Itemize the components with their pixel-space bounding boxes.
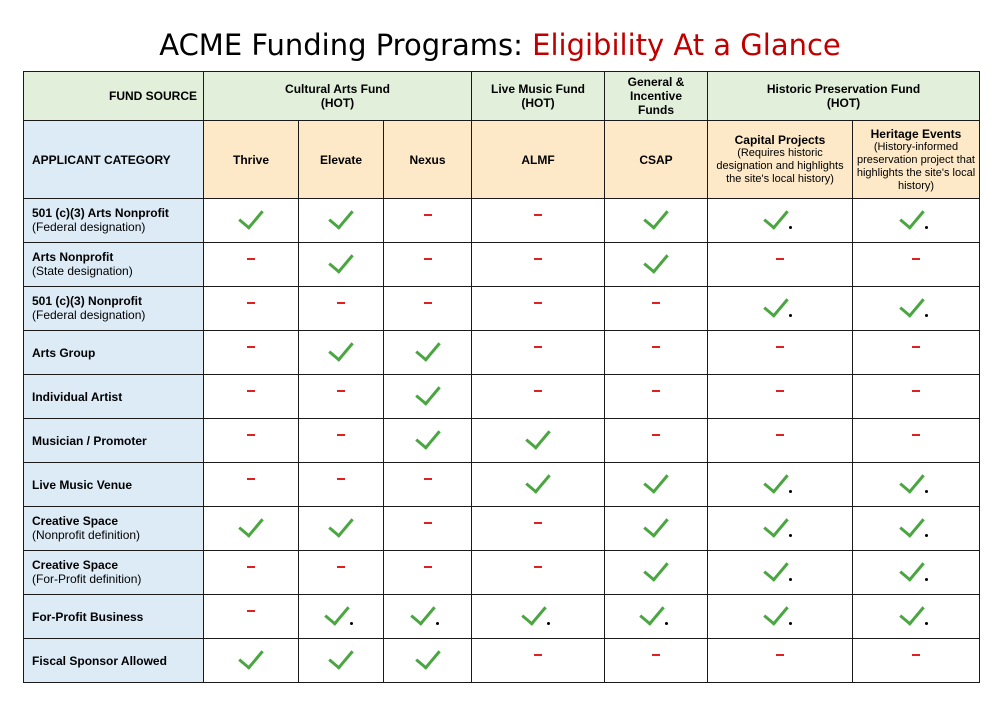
checkmark-icon (899, 467, 925, 494)
dash-icon (912, 258, 920, 260)
dash-icon (247, 610, 255, 612)
dash-icon (337, 434, 345, 436)
checkmark-icon (643, 511, 669, 538)
eligibility-cell-csap (605, 375, 708, 419)
eligibility-cell-capital-projects (708, 243, 853, 287)
dash-icon (776, 390, 784, 392)
footnote-dot-icon (925, 226, 928, 229)
eligibility-cell-heritage-events (853, 463, 980, 507)
eligibility-cell-heritage-events (853, 287, 980, 331)
eligibility-cell-heritage-events (853, 419, 980, 463)
fund-source-label: FUND SOURCE (24, 72, 204, 121)
eligibility-cell-thrive (204, 463, 299, 507)
checkmark-icon (410, 599, 436, 626)
dash-icon (534, 390, 542, 392)
eligibility-cell-thrive (204, 287, 299, 331)
dash-icon (776, 654, 784, 656)
table-row (24, 243, 980, 287)
dash-icon (534, 258, 542, 260)
eligibility-cell-elevate (299, 243, 384, 287)
applicant-category-cell (24, 243, 204, 287)
checkmark-icon (238, 643, 264, 670)
dash-icon (652, 302, 660, 304)
checkmark-icon (324, 599, 350, 626)
applicant-name: Arts Nonprofit (32, 250, 114, 264)
program-row (24, 121, 980, 199)
eligibility-cell-csap (605, 463, 708, 507)
eligibility-cell-thrive (204, 507, 299, 551)
applicant-qualifier: (Nonprofit definition) (32, 528, 141, 542)
checkmark-icon (639, 599, 665, 626)
dash-icon (534, 522, 542, 524)
dash-icon (337, 478, 345, 480)
dash-icon (652, 390, 660, 392)
eligibility-cell-heritage-events (853, 639, 980, 683)
program-thrive: Thrive (204, 121, 299, 199)
eligibility-cell-csap (605, 199, 708, 243)
eligibility-cell-capital-projects (708, 287, 853, 331)
dash-icon (424, 566, 432, 568)
eligibility-cell-thrive (204, 551, 299, 595)
dash-icon (912, 434, 920, 436)
eligibility-cell-almf (472, 551, 605, 595)
dash-icon (247, 390, 255, 392)
table-row (24, 331, 980, 375)
eligibility-cell-heritage-events (853, 331, 980, 375)
live-music-fund-tag: (HOT) (521, 96, 555, 110)
applicant-name: Live Music Venue (32, 477, 133, 492)
applicant-name: 501 (c)(3) Nonprofit (32, 294, 143, 308)
eligibility-cell-heritage-events (853, 375, 980, 419)
footnote-dot-icon (789, 226, 792, 229)
eligibility-cell-thrive (204, 375, 299, 419)
eligibility-cell-elevate (299, 375, 384, 419)
applicant-category-cell (24, 375, 204, 419)
eligibility-cell-elevate (299, 463, 384, 507)
checkmark-icon (525, 423, 551, 450)
program-csap: CSAP (605, 121, 708, 199)
eligibility-cell-csap (605, 551, 708, 595)
program-elevate: Elevate (299, 121, 384, 199)
dash-icon (534, 214, 542, 216)
eligibility-cell-csap (605, 419, 708, 463)
eligibility-cell-capital-projects (708, 507, 853, 551)
eligibility-cell-capital-projects (708, 375, 853, 419)
eligibility-cell-capital-projects (708, 199, 853, 243)
historic-preservation-title: Historic Preservation Fund (766, 82, 921, 96)
applicant-category-cell (24, 199, 204, 243)
general-incentive-line3: Funds (638, 103, 674, 117)
checkmark-icon (643, 203, 669, 230)
eligibility-cell-almf (472, 419, 605, 463)
dash-icon (247, 302, 255, 304)
dash-icon (337, 302, 345, 304)
applicant-name: Arts Group (32, 345, 96, 360)
eligibility-cell-thrive (204, 243, 299, 287)
dash-icon (424, 522, 432, 524)
eligibility-cell-elevate (299, 287, 384, 331)
table-row (24, 199, 980, 243)
eligibility-cell-almf (472, 595, 605, 639)
footnote-dot-icon (925, 534, 928, 537)
dash-icon (912, 654, 920, 656)
eligibility-cell-almf (472, 463, 605, 507)
dash-icon (424, 258, 432, 260)
checkmark-icon (238, 511, 264, 538)
checkmark-icon (763, 203, 789, 230)
eligibility-cell-nexus (384, 507, 472, 551)
eligibility-cell-nexus (384, 419, 472, 463)
eligibility-cell-thrive (204, 419, 299, 463)
heritage-events-note: (History-informed preservation project that highlights the site's local history) (856, 140, 976, 192)
checkmark-icon (328, 335, 354, 362)
eligibility-cell-nexus (384, 243, 472, 287)
footnote-dot-icon (350, 622, 353, 625)
applicant-name: Creative Space (32, 558, 119, 572)
eligibility-cell-nexus (384, 331, 472, 375)
eligibility-cell-elevate (299, 507, 384, 551)
cultural-arts-fund-title: Cultural Arts Fund (285, 82, 390, 96)
applicant-name: Individual Artist (32, 389, 123, 404)
eligibility-cell-thrive (204, 595, 299, 639)
applicant-category-cell (24, 419, 204, 463)
eligibility-cell-csap (605, 287, 708, 331)
eligibility-cell-almf (472, 331, 605, 375)
checkmark-icon (643, 247, 669, 274)
program-nexus: Nexus (384, 121, 472, 199)
checkmark-icon (415, 335, 441, 362)
dash-icon (534, 346, 542, 348)
table-row (24, 419, 980, 463)
checkmark-icon (763, 511, 789, 538)
dash-icon (424, 214, 432, 216)
eligibility-cell-heritage-events (853, 199, 980, 243)
capital-projects-note: (Requires historic designation and highlights the site's local history) (716, 147, 844, 185)
applicant-category-cell (24, 331, 204, 375)
checkmark-icon (763, 555, 789, 582)
checkmark-icon (899, 203, 925, 230)
applicant-qualifier: (Federal designation) (32, 308, 146, 322)
footnote-dot-icon (789, 578, 792, 581)
dash-icon (424, 302, 432, 304)
table-row (24, 551, 980, 595)
eligibility-cell-capital-projects (708, 419, 853, 463)
dash-icon (912, 390, 920, 392)
applicant-category-cell (24, 507, 204, 551)
eligibility-cell-csap (605, 243, 708, 287)
historic-preservation-tag: (HOT) (826, 96, 861, 110)
eligibility-cell-elevate (299, 595, 384, 639)
checkmark-icon (525, 467, 551, 494)
dash-icon (247, 346, 255, 348)
applicant-category-cell (24, 287, 204, 331)
applicant-name: Creative Space (32, 514, 119, 528)
footnote-dot-icon (925, 622, 928, 625)
eligibility-cell-thrive (204, 199, 299, 243)
eligibility-cell-elevate (299, 331, 384, 375)
applicant-name: Fiscal Sponsor Allowed (32, 653, 167, 668)
program-almf: ALMF (472, 121, 605, 199)
dash-icon (247, 478, 255, 480)
checkmark-icon (238, 203, 264, 230)
applicant-name: Musician / Promoter (32, 433, 147, 448)
checkmark-icon (763, 599, 789, 626)
eligibility-cell-nexus (384, 375, 472, 419)
dash-icon (337, 390, 345, 392)
eligibility-cell-almf (472, 375, 605, 419)
cultural-arts-fund-header (204, 72, 472, 121)
dash-icon (247, 566, 255, 568)
checkmark-icon (328, 643, 354, 670)
checkmark-icon (415, 423, 441, 450)
dash-icon (337, 566, 345, 568)
footnote-dot-icon (547, 622, 550, 625)
eligibility-cell-thrive (204, 639, 299, 683)
eligibility-cell-csap (605, 331, 708, 375)
dash-icon (652, 654, 660, 656)
table-row (24, 375, 980, 419)
cultural-arts-fund-tag: (HOT) (320, 96, 355, 110)
footnote-dot-icon (665, 622, 668, 625)
eligibility-cell-capital-projects (708, 551, 853, 595)
eligibility-cell-csap (605, 639, 708, 683)
eligibility-cell-nexus (384, 463, 472, 507)
eligibility-cell-heritage-events (853, 243, 980, 287)
dash-icon (776, 434, 784, 436)
program-capital-projects (708, 121, 853, 199)
heritage-events-title: Heritage Events (870, 126, 962, 141)
applicant-category-cell (24, 551, 204, 595)
eligibility-cell-capital-projects (708, 595, 853, 639)
footnote-dot-icon (789, 490, 792, 493)
eligibility-cell-nexus (384, 287, 472, 331)
checkmark-icon (763, 291, 789, 318)
eligibility-table (23, 71, 980, 683)
eligibility-cell-csap (605, 595, 708, 639)
dash-icon (534, 654, 542, 656)
eligibility-cell-nexus (384, 639, 472, 683)
eligibility-cell-heritage-events (853, 595, 980, 639)
capital-projects-title: Capital Projects (734, 133, 826, 147)
eligibility-cell-elevate (299, 639, 384, 683)
applicant-category-cell (24, 595, 204, 639)
eligibility-cell-almf (472, 287, 605, 331)
table-row (24, 463, 980, 507)
table-row (24, 507, 980, 551)
applicant-qualifier: (State designation) (32, 264, 133, 278)
checkmark-icon (643, 555, 669, 582)
footnote-dot-icon (789, 534, 792, 537)
dash-icon (247, 258, 255, 260)
general-incentive-header (605, 72, 708, 121)
checkmark-icon (899, 511, 925, 538)
checkmark-icon (899, 555, 925, 582)
eligibility-cell-nexus (384, 595, 472, 639)
applicant-name: 501 (c)(3) Arts Nonprofit (32, 206, 169, 220)
fund-source-row (24, 72, 980, 121)
applicant-category-label: APPLICANT CATEGORY (24, 121, 204, 199)
checkmark-icon (521, 599, 547, 626)
title-main: ACME Funding Programs: (159, 28, 533, 62)
dash-icon (652, 346, 660, 348)
dash-icon (424, 478, 432, 480)
table-row (24, 595, 980, 639)
dash-icon (912, 346, 920, 348)
dash-icon (652, 434, 660, 436)
footnote-dot-icon (925, 314, 928, 317)
checkmark-icon (328, 511, 354, 538)
eligibility-cell-almf (472, 639, 605, 683)
footnote-dot-icon (925, 490, 928, 493)
historic-preservation-fund-header (708, 72, 980, 121)
eligibility-cell-elevate (299, 419, 384, 463)
dash-icon (534, 302, 542, 304)
dash-icon (247, 434, 255, 436)
dash-icon (776, 258, 784, 260)
footnote-dot-icon (925, 578, 928, 581)
checkmark-icon (899, 599, 925, 626)
page-title (0, 26, 1000, 64)
eligibility-cell-thrive (204, 331, 299, 375)
applicant-qualifier: (Federal designation) (32, 220, 146, 234)
footnote-dot-icon (789, 314, 792, 317)
table-row (24, 639, 980, 683)
eligibility-cell-almf (472, 243, 605, 287)
live-music-fund-header (472, 72, 605, 121)
checkmark-icon (763, 467, 789, 494)
footnote-dot-icon (789, 622, 792, 625)
checkmark-icon (415, 643, 441, 670)
applicant-category-cell (24, 463, 204, 507)
eligibility-cell-capital-projects (708, 463, 853, 507)
eligibility-cell-almf (472, 199, 605, 243)
general-incentive-line1: General & (627, 75, 685, 89)
table-row (24, 287, 980, 331)
applicant-category-cell (24, 639, 204, 683)
applicant-qualifier: (For-Profit definition) (32, 572, 142, 586)
eligibility-cell-almf (472, 507, 605, 551)
live-music-fund-title: Live Music Fund (490, 82, 585, 96)
applicant-name: For-Profit Business (32, 609, 144, 624)
eligibility-cell-csap (605, 507, 708, 551)
checkmark-icon (899, 291, 925, 318)
dash-icon (534, 566, 542, 568)
checkmark-icon (415, 379, 441, 406)
general-incentive-line2: Incentive (629, 89, 683, 103)
title-accent: Eligibility At a Glance (532, 28, 841, 62)
eligibility-cell-nexus (384, 199, 472, 243)
footnote-dot-icon (436, 622, 439, 625)
eligibility-cell-capital-projects (708, 639, 853, 683)
eligibility-cell-elevate (299, 551, 384, 595)
eligibility-cell-heritage-events (853, 507, 980, 551)
checkmark-icon (328, 247, 354, 274)
dash-icon (776, 346, 784, 348)
program-heritage-events (853, 121, 980, 199)
checkmark-icon (643, 467, 669, 494)
eligibility-cell-nexus (384, 551, 472, 595)
eligibility-cell-capital-projects (708, 331, 853, 375)
eligibility-cell-heritage-events (853, 551, 980, 595)
eligibility-cell-elevate (299, 199, 384, 243)
checkmark-icon (328, 203, 354, 230)
